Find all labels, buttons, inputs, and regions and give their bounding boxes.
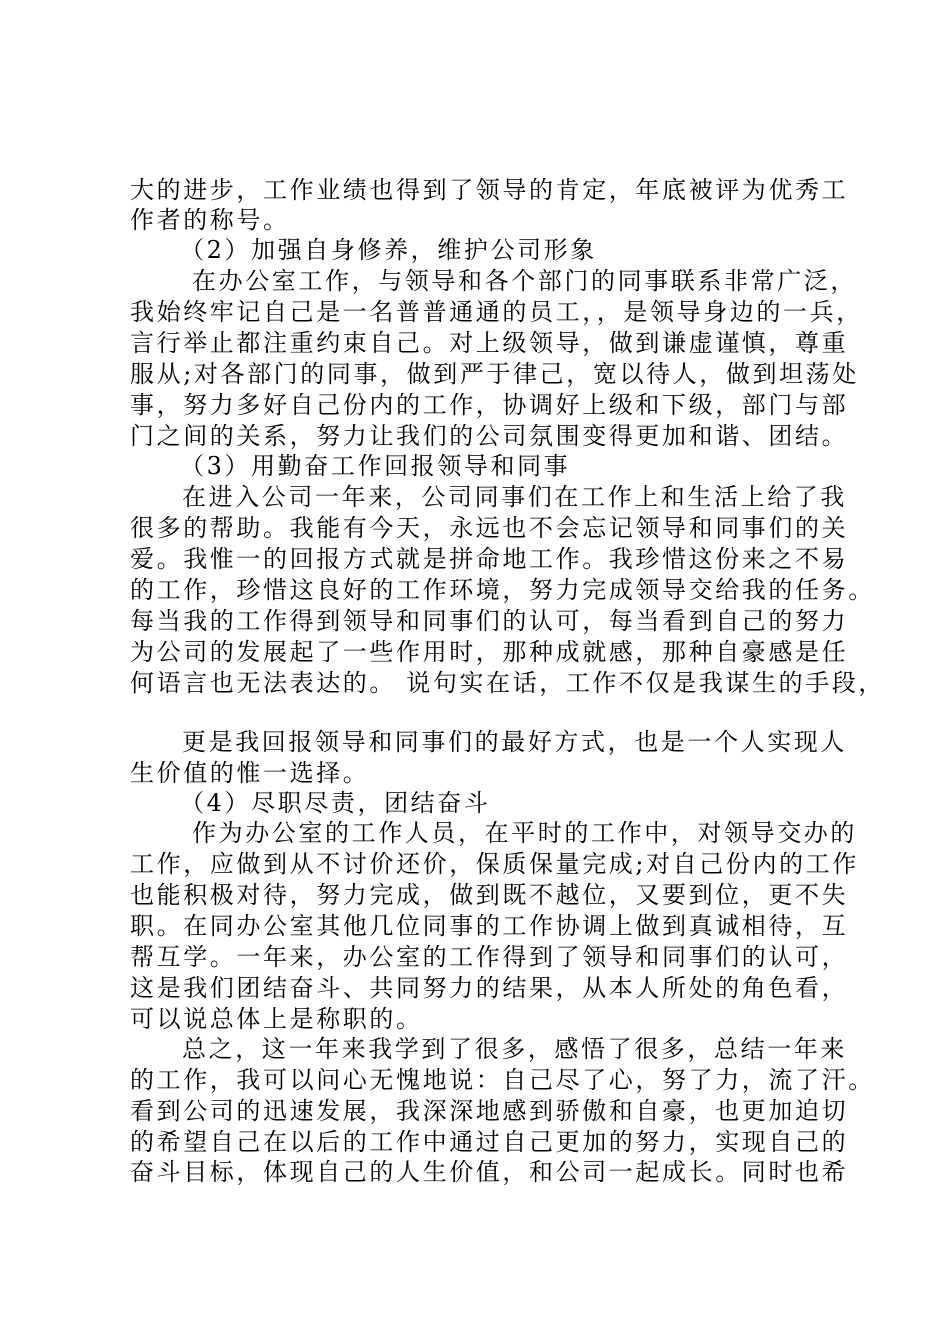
text-line: 何语言也无法表达的。 说句实在话，工作不仅是我谋生的手段，: [130, 669, 886, 697]
text-line: 在进入公司一年来，公司同事们在工作上和生活上给了我: [182, 483, 847, 511]
text-line: 事，努力多好自己份内的工作，协调好上级和下级，部门与部: [130, 391, 849, 419]
text-line: 为公司的发展起了一些作用时，那种成就感，那种自豪感是任: [130, 638, 849, 666]
text-line: 爱。我惟一的回报方式就是拼命地工作。我珍惜这份来之不易: [130, 545, 849, 573]
text-line: 职。在同办公室其他几位同事的工作协调上做到真诚相待，互: [130, 912, 849, 940]
text-line: 工作，应做到从不讨价还价，保质保量完成;对自己份内的工作: [130, 850, 859, 878]
text-line: 的希望自己在以后的工作中通过自己更加的努力，实现自己的: [130, 1128, 849, 1156]
text-line: 这是我们团结奋斗、共同努力的结果，从本人所处的角色看，: [130, 974, 849, 1002]
text-line: 言行举止都注重约束自己。对上级领导，做到谦虚谨慎，尊重: [130, 329, 849, 357]
text-line: 每当我的工作得到领导和同事们的认可，每当看到自己的努力: [130, 607, 849, 635]
section-heading: （3）用勤奋工作回报领导和同事: [180, 452, 571, 480]
text-line: 的工作，我可以问心无愧地说：自己尽了心，努了力，流了汗。: [130, 1066, 875, 1094]
text-line: 大的进步，工作业绩也得到了领导的肯定，年底被评为优秀工: [130, 176, 849, 204]
text-line: 更是我回报领导和同事们的最好方式，也是一个人实现人: [182, 728, 847, 756]
text-line: 奋斗目标，体现自己的人生价值，和公司一起成长。同时也希: [130, 1158, 849, 1186]
text-line: 看到公司的迅速发展，我深深地感到骄傲和自豪，也更加迫切: [130, 1097, 849, 1125]
text-line: 帮互学。一年来，办公室的工作得到了领导和同事们的认可，: [130, 943, 849, 971]
text-line: 门之间的关系，努力让我们的公司氛围变得更加和谐、团结。: [130, 422, 849, 450]
text-line: 在办公室工作，与领导和各个部门的同事联系非常广泛，: [192, 267, 857, 295]
text-line: 可以说总体上是称职的。: [130, 1005, 423, 1033]
section-heading: （2）加强自身修养，维护公司形象: [180, 236, 597, 264]
text-line: 作为办公室的工作人员，在平时的工作中，对领导交办的: [192, 819, 857, 847]
text-line: 很多的帮助。我能有今天，永远也不会忘记领导和同事们的关: [130, 514, 849, 542]
text-line: 的工作，珍惜这良好的工作环境，努力完成领导交给我的任务。: [130, 576, 875, 604]
text-line: 我始终牢记自己是一名普普通通的员工，，是领导身边的一兵，: [130, 298, 863, 326]
text-line: 也能积极对待，努力完成，做到既不越位，又要到位，更不失: [130, 881, 849, 909]
section-heading: （4）尽职尽责，团结奋斗: [180, 789, 491, 817]
text-line: 服从;对各部门的同事，做到严于律己，宽以待人，做到坦荡处: [130, 360, 859, 388]
text-line: 总之，这一年来我学到了很多，感悟了很多，总结一年来: [182, 1035, 847, 1063]
text-line: 生价值的惟一选择。: [130, 759, 370, 787]
text-line: 作者的称号。: [130, 206, 290, 234]
